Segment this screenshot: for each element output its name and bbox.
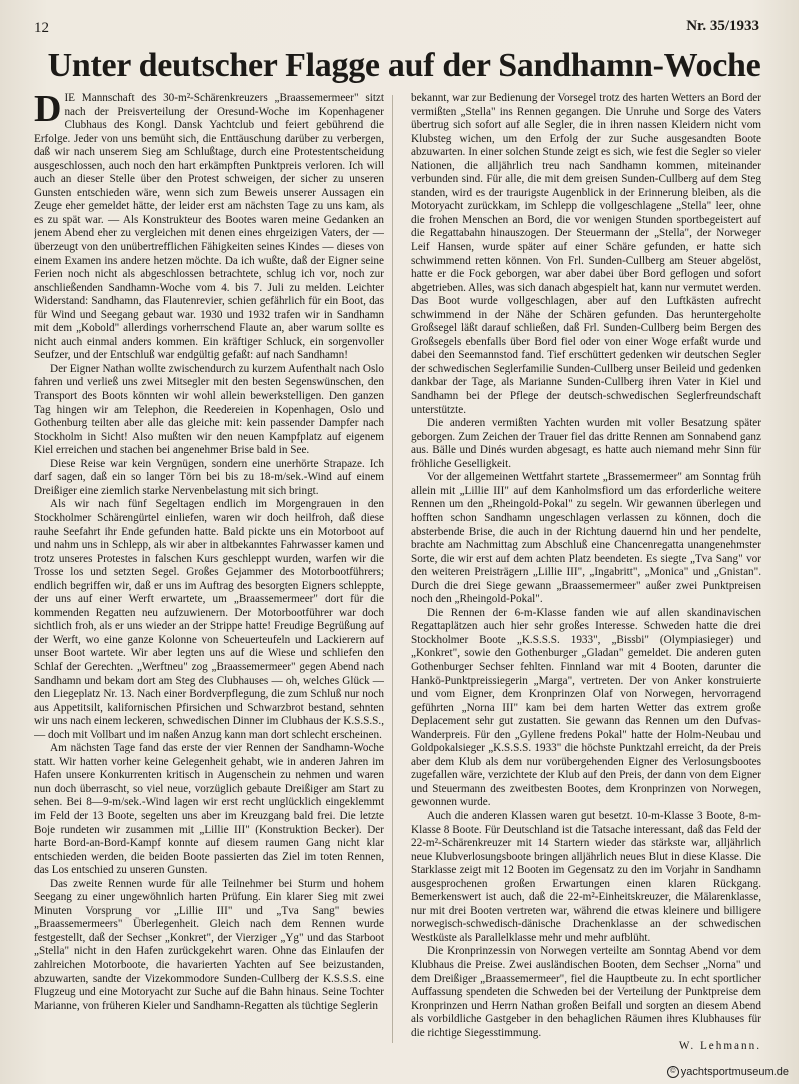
issue-number: Nr. 35/1933 xyxy=(686,18,759,34)
paragraph: Die anderen vermißten Yachten wurden mit voller Besatzung später geborgen. Zum Zeichen der Trauer fiel das dritte Rennen am Sonnabend ganz aus. Bälle und Dinés wurden abgesagt, es hatte auch niemand mehr Sinn für fröhliche Geselligkeit. xyxy=(411,417,761,470)
column-divider xyxy=(392,95,393,1043)
watermark-credit: © yachtsportmuseum.de xyxy=(667,1066,789,1078)
author-signature: W. Lehmann. xyxy=(678,1040,761,1052)
paragraph: Vor der allgemeinen Wettfahrt startete „Brassemermeer" am Sonntag früh allein mit „Lillie III" auf dem Kanholmsfiord um das erforderliche weitere Rennen um den „Rheingold-Pokal" zu segeln. Wir gewannen überlegen und hofften schon Sandhamn ungeschlagen verlassen zu können, doch die absterbende Brise, die auch in der Richtung dauernd hin und her pendelte, brachte am Nachmittag zum Abschluß eine Chancenregatta unangenehmster Sorte, die wir erst auf dem achten Platz beendeten. Es siegte „Tva Sang" vor den weiteren Preisträgern „Lillie III", „Ingabritt", „Monica" und „Gnistan". Durch die drei Siege gewann „Braassemermeer" außer zwei Punktpreisen noch den „Rheingold-Pokal". xyxy=(411,471,761,606)
paragraph: Am nächsten Tage fand das erste der vier Rennen der Sandhamn-Woche statt. Wir hatten vorher keine Gelegenheit gehabt, wie in anderen Jahren im Hafen unsere Konkurrenten kritisch in Augenschein zu nehmen und waren nun doch überrascht, so viel neue, vorzüglich gebaute Dreißiger am Start zu sehen. Bei 8—9-m/sek.-Wind lagen wir erst recht unglücklich eingeklemmt im Feld der 13 Boote, segelten uns aber im Kreuzgang bald frei. Die letzte Boje rundeten wir zusammen mit „Lillie III" (Konstruktion Becker). Der harte Bord-an-Bord-Kampf konnte auf diesem raumen Gang nicht klar entschieden werden, die beiden Boote passierten das Ziel im toten Rennen, das Los entschied zu unseren Gunsten. xyxy=(34,742,384,877)
article-column-left xyxy=(34,92,384,1052)
copyright-icon: © xyxy=(667,1066,679,1078)
paragraph: Das zweite Rennen wurde für alle Teilnehmer bei Sturm und hohem Seegang zu einer ungewöhnlich harten Prüfung. Ein klarer Sieg mit zwei Minuten Vorsprung vor „Lillie III" und „Tva Sang" bewies „Braassemermeers" Überlegenheit. Gleich nach dem Rennen wurde festgestellt, daß der Sechser „Konkret", der Vierziger „Yg" und das Starboot „Stella" nicht in den Hafen zurückgekehrt waren. Ohne das Einlaufen der zahlreichen Motorboote, die havarierten Yachten auf See beizustanden, abzuwarten, sandte der Vizekommodore Sunden-Cullberg der K.S.S.S. eine Flugzeug und eine Motoryacht zur Suche auf die Bahn hinaus. Seine Tochter Marianne, von früheren Kieler und Sandhamn-Regatten als tüchtige Seglerin xyxy=(34,877,384,1012)
article-column-right xyxy=(411,92,761,1052)
paragraph: DIE Mannschaft des 30-m²-Schärenkreuzers „Braassemermeer" sitzt nach der Preisverteilung der Oresund-Woche im Kopenhagener Clubhaus des Kongl. Dansk Yachtclub und feiert gebührend die Erfolge. Jeder von uns bemüht sich, die Enttäuschung darüber zu verbergen, daß wir nach unserem Sieg am Schlußtage, durch eine Protestentscheidung ausgeschlossen, auch noch den hart erkämpften Punktpreis verloren. Ich will auch an dieser Stelle über den Protest schweigen, der sicher zu unseren Gunsten entschieden wäre, wenn sich zum Beweis unserer Aussagen ein Zeuge eher gemeldet hätte, der leider erst am nächsten Tage zu uns kam, als es zu spät war. — Als Konstrukteur des Bootes waren meine Gedanken an jenem Abend eher zu vergleichen mit denen eines ehrgeizigen Vaters, der — überzeugt von den unübertrefflichen Fähigkeiten seines Kindes — dieses von einem Examen ins andere hetzen möchte. Da ich wußte, daß der Eigner seine Ferien noch nicht als abgeschlossen betrachtete, schlug ich vor, noch zur anschließenden Sandhamn-Woche vom 4. bis 7. Juli zu melden. Leichter Widerstand: Sandhamn, das Flautenrevier, schien gefährlich für ein Boot, das für Wind und Seegang gebaut war. 1930 und 1932 trafen wir in Sandhamn mit dem „Kobold" allerdings vorherrschend Flaute an, aber warum sollte es nicht auch einmal anders kommen. Ein kräftiger Schluck, ein sorgenvoller Seufzer, und der Entschluß war endgültig gefaßt: auf nach Sandhamn! xyxy=(34,92,384,362)
paragraph: Auch die anderen Klassen waren gut besetzt. 10-m-Klasse 3 Boote, 8-m-Klasse 8 Boote. Für Deutschland ist die Tatsache interessant, daß das Feld der 22-m²-Schärenkreuzer mit 14 Startern wieder das stärkste war, alljährlich neue Klubverlosungsboote bringen alljährlich neues Blut in diese Klasse. Die Starklasse zeigt mit 12 Booten im Gegensatz zu den im Vorjahr in Sandhamn ausgesprochenen großen Erwartungen einen klaren Rückgang. Bemerkenswert ist auch, daß die 22-m²-Einheitskreuzer, die Mälarenklasse, nur mit drei Booten vertreten war, während die etwas kleinere und billigere norwegisch-schwedisch-dänische Drachenklasse an der schwedischen Westküste als Parallelklasse mehr und mehr aufblüht. xyxy=(411,809,761,944)
paragraph: bekannt, war zur Bedienung der Vorsegel trotz des harten Wetters an Bord der vermißten „Stella" ins Rennen gegangen. Die Unruhe und Sorge des Vaters übertrug sich sofort auf alle Segler, die in ihren nassen Kleidern nicht vom Klubsteg wichen, um den Erfolg der zur Suche ausgesandten Boote abzuwarten. In einer solchen Stunde zeigt es sich, wie fest die Segler so vieler Nationen, die alljährlich treu nach Sandhamn kommen, miteinander verbunden sind. Für alle, die mit dem greisen Sunden-Cullberg auf dem Steg standen, wird es der traurigste Augenblick in der Erinnerung bleiben, als die Motoryacht zurückkam, im Schlepp die vollgeschlagene „Stella" leer, ohne die frohen Menschen an Bord, die vor wenigen Stunden sportbegeistert auf die Regattabahn hinauszogen. Der Steuermann der „Stella", der Norweger Leif Hansen, wurde später auf einer Schäre gefunden, er hatte sich schwimmend retten können. Von Frl. Sunden-Cullberg am Steuer abgelöst, hatte er die Fock geborgen, war aber dabei über Bord geflogen und sofort abgetrieben. Alles, was sich danach abgespielt hat, kann nur vermutet werden. Das Boot wurde vollgeschlagen, aber auf den Luftkästen aufrecht schwimmend in der Nähe der Schären gefunden. Das heruntergeholte Großsegel läßt darauf schließen, daß Frl. Sunden-Cullberg beim Bergen des Großsegels ebenfalls über Bord fiel oder von einer Woge erfaßt wurde und dabei den Seemannstod fand. Tief erschüttert gedenken wir deutschen Segler der schwedischen Seglerfamilie Sunden-Cullberg unser Beileid und gedenken dankbar der Tage, als Marianne Sunden-Cullberg ihren Vater in Kiel und Sandhamn bei der Pflege der deutsch-schwedischen Seglerfreundschaft unterstützte. xyxy=(411,92,761,416)
paragraph: Als wir nach fünf Segeltagen endlich im Morgengrauen in den Stockholmer Schärengürtel einliefen, waren wir doch heilfroh, daß diese rauhe Seefahrt ihr Ende gefunden hatte. Bald pickte uns ein Motorboot auf und nahm uns in Schlepp, als wir aber in altbekanntes Fahrwasser kamen und trotz unseres Protestes in falschen Kurs geschleppt wurden, warfen wir die Trosse los und setzten Segel. Großes Gejammer des Motorbootführers; endlich begriffen wir, daß er uns im Auftrag des besorgten Eigners schleppte, der uns auf einer Werft erwartete, um „Braassemermeer" dort für die kommenden Regatten neu aufzuwienern. Der Motorbootführer war doch sichtlich froh, als er uns wieder an der Strippe hatte! Freudige Begrüßung auf der Werft, wo eine ganze Kolonne von Scheuerteufeln und Lackierern auf unser Boot wartete. Wir aber legten uns auf die Wiese und schliefen den Schlaf der Gerechten. „Werftneu" zog „Braassemermeer" gegen Abend nach Sandhamn und bekam dort am Steg des Clubhauses — oh, welches Glück — den Liegeplatz Nr. 13. Nach einer Bordverpflegung, die zum Schluß nur noch aus Appetitsilt, kalifornischen Pfirsichen und Schwarzbrot bestand, sehnten wir uns nach einem leckeren, schwedischen Dinner im Clubhaus der K.S.S.S., — doch mit Vollbart und im naßen Anzug kann man dort schlecht erscheinen. xyxy=(34,498,384,741)
paragraph: Diese Reise war kein Vergnügen, sondern eine unerhörte Strapaze. Ich darf sagen, daß ein so langer Törn bei bis zu 18-m/sek.-Wind auf einem Dreißiger eine ziemlich starke Nervenbelastung mit sich bringt. xyxy=(34,457,384,497)
headline: Unter deutscher Flagge auf der Sandhamn-Woche xyxy=(47,47,761,84)
paragraph: Die Rennen der 6-m-Klasse fanden wie auf allen skandinavischen Regattaplätzen auch hier sehr großes Interesse. Schweden hatte die drei Stockholmer Boote „K.S.S.S. 1933", „Bissbi" (Olympiasieger) und „Konkret", sowie den Gothenburger „Gladan" gemeldet. Die anderen guten Gothenburger Sechser fehlten. Finnland war mit 4 Booten, darunter die Hankö-Punktpreissiegerin „Marga", vertreten. Der von Anker konstruierte und vom Eigner, dem Kronprinzen Olaf von Norwegen, hervorragend geführten „Norna III" kam bei dem harten Wetter das extrem große Deplacement sehr gut zustatten. Sie gewann das Rennen um den Dufvas-Wanderpreis. Für den „Gyllene fredens Pokal" hatte der Holm-Neubau und Goldpokalsieger „K.S.S.S. 1933" die höchste Punktzahl erreicht, da der Preis aber dem Klub als dem nur vorübergehenden Eigner des Verlosungsbootes zugefallen wäre, verzichtete der Klub auf den Preis, der dann von dem Eigner und Steuermann des zweitbesten Bootes, dem Kronprinzen von Norwegen, gewonnen wurde. xyxy=(411,606,761,809)
paragraph: Die Kronprinzessin von Norwegen verteilte am Sonntag Abend vor dem Klubhaus die Preise. Zwei ausländischen Booten, dem Sechser „Norna" und dem Dreißiger „Braassemermeer", fiel die Hauptbeute zu. In echt sportlicher Auffassung spendeten die Schweden bei der Verteilung der Punktpreise dem Kronprinzen und Herrn Nathan großen Beifall und sorgten an diesem Abend als vorbildliche Gastgeber in den behaglichen Räumen ihres Klubhauses für die richtige Siegesstimmung. xyxy=(411,945,761,1039)
drop-cap: D xyxy=(34,92,62,130)
paragraph: Der Eigner Nathan wollte zwischendurch zu kurzem Aufenthalt nach Oslo fahren und verließ uns zwei Mitsegler mit den besten Segenswünschen, den Transport des Boots könnten wir wohl allein bewerkstelligen. Den ganzen Tag hingen wir am Telephon, die Reedereien in Kopenhagen, Oslo und Gothenburg teilten aber alle das gleiche mit: kein passender Dampfer nach Stockholm in Sicht! Also mußten wir den neuen Kampfplatz auf eigenem Kiel erreichen und stachen bei angenehmer Brise bald in See. xyxy=(34,362,384,457)
page-number: 12 xyxy=(34,20,49,36)
